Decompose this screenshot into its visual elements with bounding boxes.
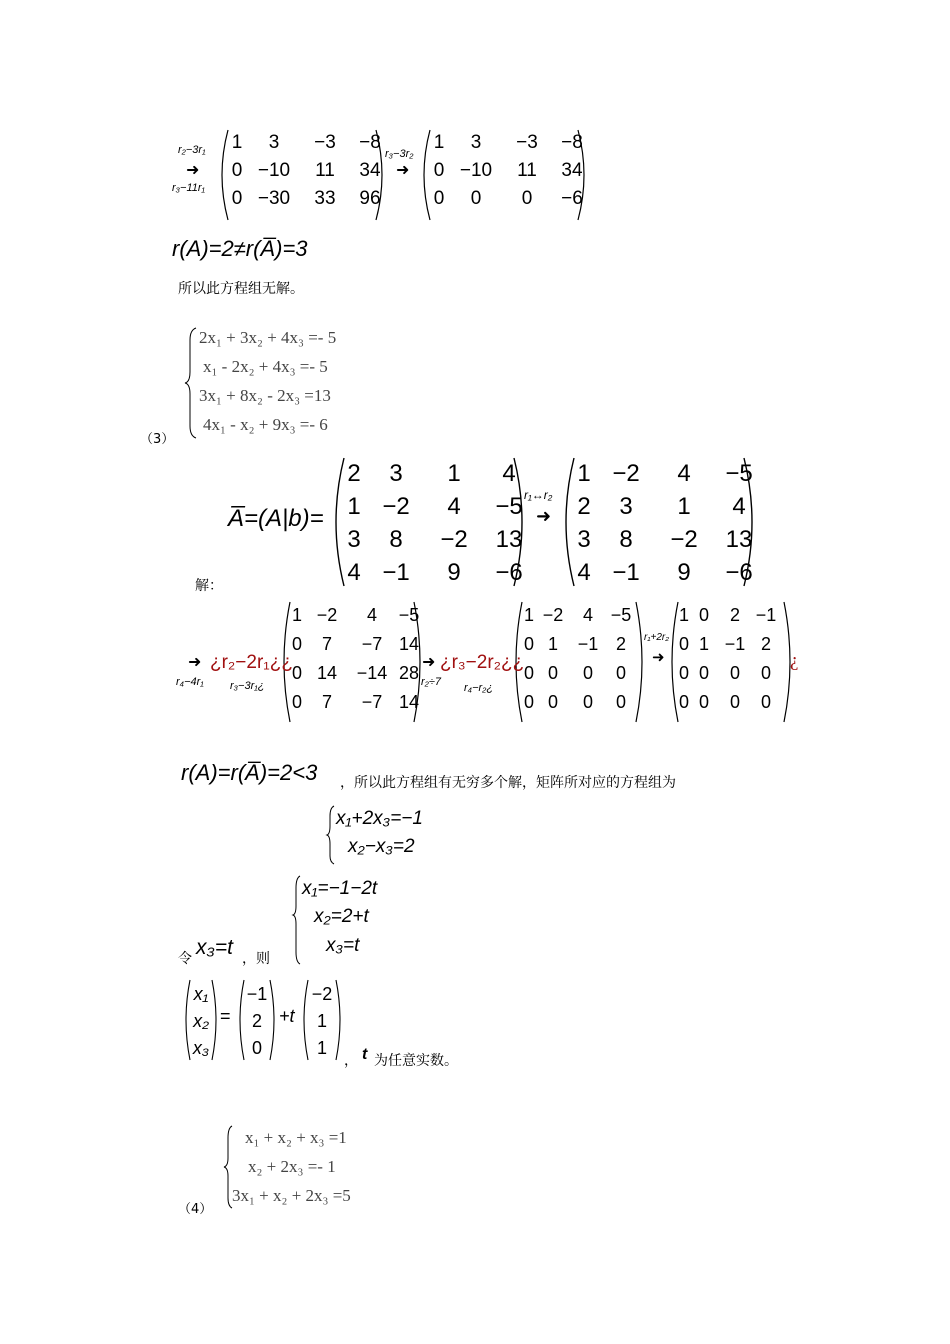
- matrix-cell: 7: [321, 692, 332, 712]
- matrix-cell: 3: [577, 526, 591, 553]
- matrix-cell: 2: [347, 460, 361, 487]
- matrix-cell: −5: [725, 460, 753, 487]
- matrix-cell: −1: [755, 605, 777, 625]
- matrix-cell: 2: [729, 605, 740, 625]
- vector-cell: −2: [311, 984, 333, 1004]
- conclusion-no-solution: 所以此方程组无解。: [178, 281, 304, 297]
- solve-label: 解：: [195, 578, 223, 594]
- matrix-cell: 0: [582, 663, 593, 683]
- op-r2-2r1: ¿r₂−2r₁¿¿: [210, 652, 293, 673]
- trail-glyph: ¿: [790, 650, 799, 671]
- matrix-cell: −2: [440, 526, 468, 553]
- matrix-cell: 2: [577, 493, 591, 520]
- arrow-icon: ➜: [422, 652, 436, 671]
- matrix-cell: 1: [698, 634, 709, 654]
- matrix-cell: 1: [291, 605, 302, 625]
- matrix-cell: 0: [291, 692, 302, 712]
- matrix-cell: 3: [268, 132, 280, 153]
- final-comma: ，: [344, 1053, 358, 1069]
- vector-cell: 1: [316, 1038, 327, 1058]
- p4-eq-2: x₂ + 2x₃ =- 1: [248, 1157, 336, 1176]
- matrix-cell: 0: [615, 692, 626, 712]
- op-r2-div-7: r₂÷7: [421, 676, 442, 688]
- matrix-cell: 28: [398, 663, 420, 683]
- matrix-cell: −8: [561, 132, 583, 153]
- matrix-cell: 0: [678, 692, 689, 712]
- matrix-cell: 0: [760, 663, 771, 683]
- matrix-cell: 14: [398, 634, 420, 654]
- vector-direction: [308, 984, 336, 1059]
- matrix-augmented: [344, 460, 538, 587]
- matrix-cell: 0: [547, 663, 558, 683]
- matrix-cell: −6: [725, 559, 753, 586]
- op-r3-11r1: r₃−11r₁: [172, 182, 205, 194]
- augmented-lhs: A̅=(A|b)=: [228, 505, 324, 532]
- matrix-step-3: [678, 605, 780, 713]
- op-r2-3r1: r₂−3r₁: [178, 144, 206, 156]
- param-eq-3: x₃=t: [326, 935, 360, 956]
- matrix-cell: 0: [760, 692, 771, 712]
- op-r3-3r1: r₃−3r₁¿: [230, 680, 265, 692]
- equals-sign: =: [220, 1006, 231, 1026]
- matrix-cell: 1: [523, 605, 534, 625]
- matrix-cell: 0: [433, 160, 445, 181]
- matrix-cell: 1: [447, 460, 461, 487]
- matrix-cell: 0: [433, 188, 445, 209]
- system-eq-2: x₁ - 2x₂ + 4x₃ =- 5: [203, 357, 328, 376]
- matrix-cell: −2: [612, 460, 640, 487]
- matrix-cell: 4: [582, 605, 593, 625]
- system-eq-3: 3x₁ + 8x₂ - 2x₃ =13: [199, 386, 331, 405]
- matrix-cell: 14: [398, 692, 420, 712]
- matrix-cell: −1: [612, 559, 640, 586]
- matrix-cell: 0: [678, 634, 689, 654]
- system-eq-4: 4x₁ - x₂ + 9x₃ =- 6: [203, 415, 328, 434]
- matrix-cell: 0: [291, 634, 302, 654]
- vector-cell: x₁: [193, 984, 209, 1004]
- matrix-cell: −30: [257, 188, 291, 209]
- matrix-cell: 0: [521, 188, 533, 209]
- matrix-cell: 3: [389, 460, 403, 487]
- matrix-cell: 0: [231, 160, 243, 181]
- vector-cell: −1: [246, 984, 268, 1004]
- matrix-cell: 13: [725, 526, 753, 553]
- final-t: t: [362, 1046, 368, 1063]
- matrix-cell: −2: [382, 493, 410, 520]
- vector-x: [190, 984, 212, 1059]
- matrix-cell: 0: [582, 692, 593, 712]
- matrix-cell: 11: [315, 160, 335, 181]
- system-eq-1: 2x₁ + 3x₂ + 4x₃ =- 5: [199, 328, 337, 347]
- matrix-step-2: [522, 605, 636, 713]
- matrix-cell: 0: [729, 663, 740, 683]
- matrix-cell: 11: [517, 160, 537, 181]
- matrix-cell: −6: [495, 559, 523, 586]
- arrow-icon: ➜: [396, 160, 410, 179]
- final-text: 为任意实数。: [374, 1053, 458, 1069]
- op-r4-r2: r₄−r₂¿: [464, 682, 494, 694]
- vector-cell: 2: [251, 1011, 262, 1031]
- matrix-cell: −5: [610, 605, 632, 625]
- matrix-cell: −5: [398, 605, 420, 625]
- plus-t: +t: [279, 1006, 295, 1026]
- matrix-cell: −5: [495, 493, 523, 520]
- matrix-cell: 0: [523, 692, 534, 712]
- matrix-swapped: [574, 460, 768, 587]
- param-eq-2: x₂=2+t: [314, 906, 369, 927]
- matrix-cell: 0: [523, 663, 534, 683]
- let-suffix: ，则: [242, 951, 270, 967]
- matrix-cell: −10: [257, 160, 291, 181]
- matrix-cell: −3: [516, 132, 538, 153]
- matrix-cell: 0: [729, 692, 740, 712]
- p4-eq-3: 3x₁ + x₂ + 2x₃ =5: [232, 1186, 351, 1205]
- matrix-cell: 0: [698, 663, 709, 683]
- matrix-cell: −2: [316, 605, 338, 625]
- let-prefix: 令: [178, 951, 192, 967]
- matrix-block1-b: [430, 132, 594, 210]
- rank-line-2: r(A)=r(A̅)=2<3: [181, 760, 318, 785]
- reduced-eq-2: x₂−x₃=2: [348, 836, 415, 857]
- matrix-cell: 4: [732, 493, 746, 520]
- matrix-cell: 0: [231, 188, 243, 209]
- matrix-cell: 8: [619, 526, 633, 553]
- matrix-cell: −7: [361, 634, 383, 654]
- vector-constant: [244, 984, 270, 1059]
- vector-cell: x₂: [193, 1011, 209, 1031]
- arrow-icon: ➜: [652, 648, 665, 666]
- matrix-cell: 96: [359, 188, 381, 209]
- matrix-cell: 4: [577, 559, 591, 586]
- matrix-cell: 1: [433, 132, 445, 153]
- matrix-step-1: [290, 605, 424, 713]
- matrix-cell: 34: [359, 160, 381, 181]
- let-expression: x₃=t: [196, 936, 233, 959]
- p4-eq-1: x₁ + x₂ + x₃ =1: [245, 1128, 347, 1147]
- matrix-cell: 2: [760, 634, 771, 654]
- matrix-cell: 0: [291, 663, 302, 683]
- matrix-cell: 0: [523, 634, 534, 654]
- matrix-cell: −14: [356, 663, 388, 683]
- matrix-cell: −8: [359, 132, 381, 153]
- op-swap-r1-r2: r₁↔r₂: [524, 488, 553, 502]
- rank-line-1: r(A)=2≠r(A̅)=3: [172, 236, 308, 261]
- matrix-cell: −10: [459, 160, 493, 181]
- matrix-cell: 4: [677, 460, 691, 487]
- matrix-cell: −1: [724, 634, 746, 654]
- matrix-block1-a: [228, 132, 392, 210]
- matrix-cell: 2: [615, 634, 626, 654]
- matrix-cell: −1: [577, 634, 599, 654]
- matrix-cell: 8: [389, 526, 403, 553]
- matrix-cell: 7: [321, 634, 332, 654]
- arrow-icon: ➜: [188, 652, 202, 671]
- matrix-cell: −7: [361, 692, 383, 712]
- matrix-cell: 9: [677, 559, 691, 586]
- arrow-icon: ➜: [536, 506, 552, 527]
- matrix-cell: 0: [678, 663, 689, 683]
- matrix-cell: 9: [447, 559, 461, 586]
- vector-cell: 0: [251, 1038, 262, 1058]
- matrix-cell: 1: [547, 634, 558, 654]
- matrix-cell: 14: [316, 663, 338, 683]
- matrix-cell: 1: [231, 132, 243, 153]
- rank-explanation: ，所以此方程组有无穷多个解，矩阵所对应的方程组为: [340, 775, 676, 791]
- matrix-cell: 1: [577, 460, 591, 487]
- matrix-cell: 13: [495, 526, 523, 553]
- problem-label-4: （4）: [178, 1202, 213, 1217]
- matrix-cell: −1: [382, 559, 410, 586]
- matrix-cell: 0: [698, 692, 709, 712]
- matrix-cell: −2: [542, 605, 564, 625]
- matrix-cell: 1: [677, 493, 691, 520]
- matrix-cell: 0: [547, 692, 558, 712]
- matrix-cell: 0: [698, 605, 709, 625]
- matrix-cell: 4: [366, 605, 377, 625]
- matrix-cell: 0: [615, 663, 626, 683]
- problem-label-3: （3）: [140, 432, 175, 447]
- matrix-cell: 0: [470, 188, 482, 209]
- matrix-cell: 34: [561, 160, 583, 181]
- op-r3-2r2: ¿r₃−2r₂¿¿: [440, 652, 525, 673]
- matrix-cell: 3: [470, 132, 482, 153]
- matrix-cell: 4: [447, 493, 461, 520]
- vector-cell: x₃: [192, 1038, 210, 1058]
- matrix-cell: 3: [619, 493, 633, 520]
- param-eq-1: x₁=−1−2t: [302, 878, 378, 899]
- reduced-eq-1: x₁+2x₃=−1: [336, 808, 423, 829]
- matrix-cell: −6: [561, 188, 583, 209]
- matrix-cell: 1: [347, 493, 361, 520]
- arrow-icon: ➜: [186, 160, 200, 179]
- matrix-cell: 4: [347, 559, 361, 586]
- matrix-cell: 1: [678, 605, 689, 625]
- op-r4-4r1: r₄−4r₁: [176, 676, 204, 688]
- vector-cell: 1: [316, 1011, 327, 1031]
- matrix-cell: −2: [670, 526, 698, 553]
- matrix-cell: 33: [314, 188, 336, 209]
- matrix-cell: 3: [347, 526, 361, 553]
- op-r3-3r2: r₃−3r₂: [385, 148, 414, 160]
- matrix-cell: 4: [502, 460, 516, 487]
- matrix-cell: −3: [314, 132, 336, 153]
- op-r1-2r2: r₁+2r₂: [644, 632, 670, 643]
